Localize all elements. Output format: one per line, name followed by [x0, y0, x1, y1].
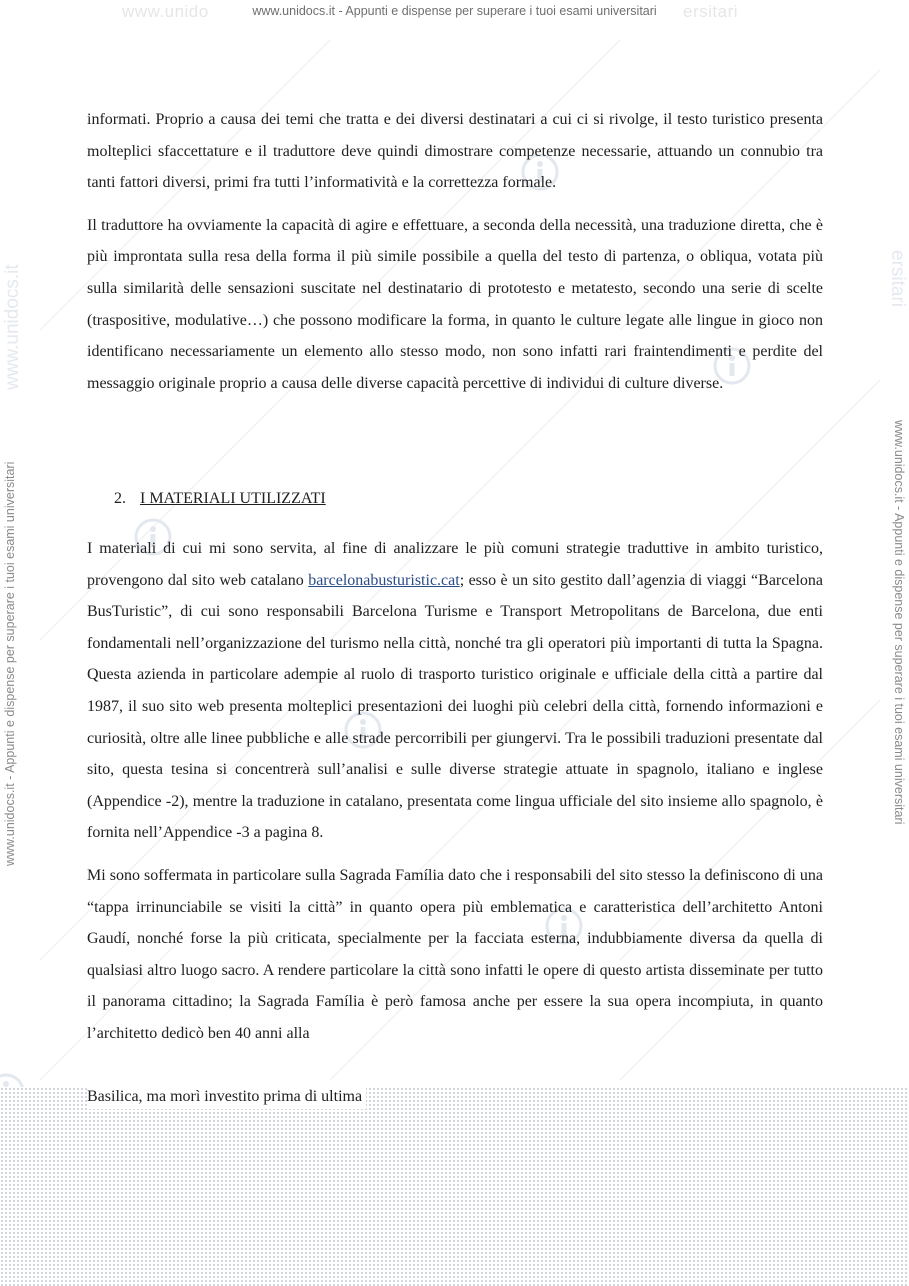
document-body [87, 104, 823, 410]
paragraph-text: ; esso è un sito gestito dall’agenzia di viaggi “Barcelona BusTuristic”, di cui sono responsabili Barcelona Turisme e Transport Metropolitans de Barcelona, due enti fondamentali nell’organizzazione del turismo nella città, nonché tra gli operatori più importanti di tutta la Spagna. Questa azienda in particolare adempie al ruolo di trasporto turistico originale e ufficiale della città a partire dal 1987, il suo sito web presenta molteplici presentazioni dei luoghi più celebri della città, fornendo informazioni e curiosità, oltre alle linee pubbliche e alle strade percorribili per giungervi. Tra le possibili traduzioni presentate dal sito, questa tesina si concentrerà sull’analisi e sulle diverse strategie attuate in spagnolo, italiano e inglese (Appendice -2), mentre la traduzione in catalano, presentata come lingua ufficiale del sito insieme allo spagnolo, è fornita nell’Appendice -3 a pagina 8. [87, 571, 824, 842]
paragraph-text: I materiali di cui mi sono servita, al fine di analizzare le più comuni strategie traduttive in ambito turistico, provengono dal sito web catalano [87, 540, 823, 589]
header-ghost-left: www.unido [122, 2, 209, 21]
document-body-continued [87, 533, 823, 1061]
side-watermark-right: www.unidocs.it - Appunti e dispense per superare i tuoi esami universitari [892, 420, 906, 825]
header-banner: www.unidocs.it - Appunti e dispense per superare i tuoi esami universitari [252, 4, 657, 18]
section-heading [114, 490, 326, 508]
side-ghost-right: ersitari [887, 250, 908, 308]
website-link[interactable]: barcelonabusturistic.cat [308, 571, 460, 589]
section-title: I MATERIALI UTILIZZATI [140, 490, 326, 507]
paragraph [87, 533, 823, 849]
side-ghost-left: www.unidocs.it [2, 264, 23, 390]
paragraph: informati. Proprio a causa dei temi che tratta e dei diversi destinatari a cui ci si rivolge, il testo turistico presenta molteplici sfaccettature e il traduttore deve quindi dimostrare competenze necessarie, attuando un connubio tra tanti fattori diversi, primi fra tutti l’informatività e la correttezza formale. [87, 111, 823, 192]
header-ghost-right: ersitari [683, 2, 739, 21]
paragraph: Mi sono soffermata in particolare sulla Sagrada Família dato che i responsabili del sito stesso la definiscono di una “tappa irrinunciabile se visiti la città” in quanto opera più emblematica e caratteristica dell’architetto Antoni Gaudí, nonché forse la più criticata, specialmente per la facciata esterna, indubbiamente diversa da quella di qualsiasi altro luogo sacro. A rendere particolare la città sono infatti le opere di questo artista disseminate per tutto il panorama cittadino; la Sagrada Família è però famosa anche per essere la sua opera incompiuta, in quanto l’architetto dedicò ben 40 anni alla [87, 866, 823, 1042]
section-number: 2. [114, 490, 126, 507]
side-watermark-left: www.unidocs.it - Appunti e dispense per superare i tuoi esami universitari [3, 461, 17, 866]
paragraph: Il traduttore ha ovviamente la capacità di agire e effettuare, a seconda della necessità, una traduzione diretta, che è più improntata sulla resa della forma il più simile possibile a quella del testo di partenza, o obliqua, votata più sulla similarità delle sensazioni suscitate nel destinatario di prototesto e metatesto, secondo una serie di scelte (traspositive, modulative…) che possono modificare la forma, in quanto le culture legate alle lingue in gioco non identificano necessariamente un elemento allo stesso modo, non sono infatti rari fraintendimenti e perdite del messaggio originale proprio a causa delle diverse capacità percettive di individui di culture diverse. [87, 216, 823, 392]
blocked-preview-area [0, 1087, 909, 1286]
truncated-line: Basilica, ma morì investito prima di ultima [87, 1085, 366, 1109]
